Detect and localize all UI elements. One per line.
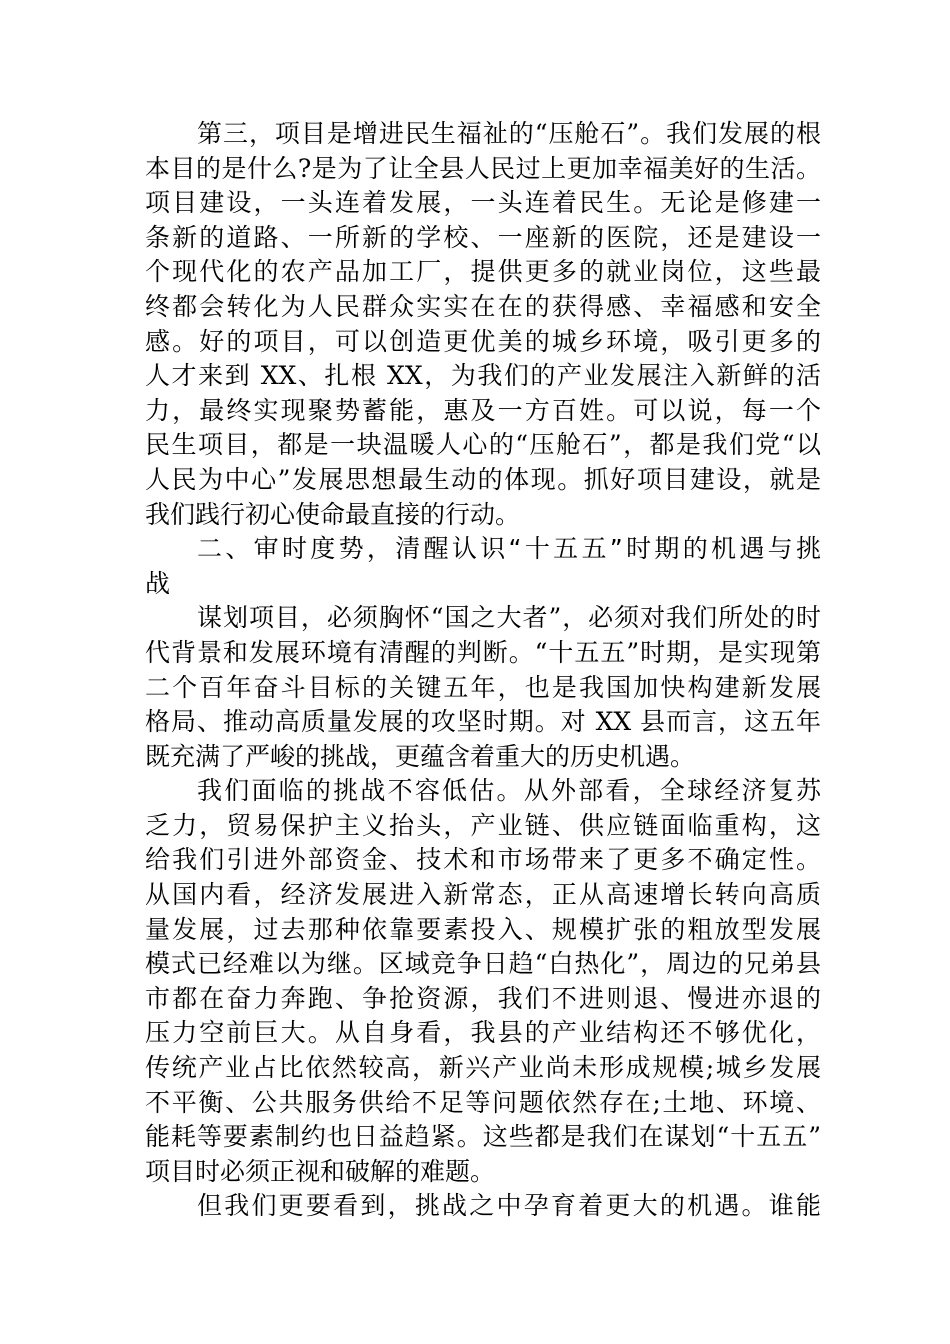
text-line: 个现代化的农产品加工厂，提供更多的就业岗位，这些最 [145, 257, 821, 287]
text-line: 力，最终实现聚势蓄能，惠及一方百姓。可以说，每一个 [145, 395, 821, 425]
document-page [145, 117, 821, 1224]
text-line: 传统产业占比依然较高，新兴产业尚未形成规模;城乡发展 [145, 1053, 821, 1083]
paragraph [145, 1189, 821, 1224]
text-line: 感。好的项目，可以创造更优美的城乡环境，吸引更多的 [145, 326, 821, 356]
text-line: 二个百年奋斗目标的关键五年，也是我国加快构建新发展 [145, 672, 821, 702]
text-line: 代背景和发展环境有清醒的判断。“十五五”时期，是实现第 [145, 637, 821, 667]
text-line: 但我们更要看到，挑战之中孕育着更大的机遇。谁能 [197, 1191, 821, 1221]
text-line: 第三，项目是增进民生福祉的“压舱石”。我们发展的根 [197, 119, 821, 148]
text-line: 项目建设，一头连着发展，一头连着民生。无论是修建一 [145, 188, 821, 218]
text-line: 人民为中心”发展思想最生动的体现。抓好项目建设，就是 [145, 464, 821, 494]
section-heading [145, 532, 821, 601]
text-line: 不平衡、公共服务供给不足等问题依然存在;土地、环境、 [145, 1087, 821, 1117]
text-line: 谋划项目，必须胸怀“国之大者”，必须对我们所处的时 [197, 603, 821, 633]
paragraph [145, 774, 821, 1189]
text-line: 量发展，过去那种依靠要素投入、规模扩张的粗放型发展 [145, 914, 821, 944]
text-line: 项目时必须正视和破解的难题。 [145, 1156, 496, 1186]
text-line: 条新的道路、一所新的学校、一座新的医院，还是建设一 [145, 222, 821, 252]
paragraph [145, 601, 821, 774]
text-line: 格局、推动高质量发展的攻坚时期。对 XX 县而言，这五年 [145, 707, 821, 737]
text-line: 本目的是什么?是为了让全县人民过上更加幸福美好的生活。 [145, 153, 821, 183]
text-line: 能耗等要素制约也日益趋紧。这些都是我们在谋划“十五五” [145, 1122, 821, 1152]
text-line: 乏力，贸易保护主义抬头，产业链、供应链面临重构，这 [145, 810, 821, 840]
text-line: 压力空前巨大。从自身看，我县的产业结构还不够优化， [145, 1018, 821, 1048]
text-line: 二、审时度势，清醒认识“十五五”时期的机遇与挑 [197, 534, 821, 564]
paragraph [145, 117, 821, 532]
text-line: 从国内看，经济发展进入新常态，正从高速增长转向高质 [145, 880, 821, 910]
text-line: 既充满了严峻的挑战，更蕴含着重大的历史机遇。 [145, 741, 696, 771]
text-line: 给我们引进外部资金、技术和市场带来了更多不确定性。 [145, 845, 821, 875]
text-line: 模式已经难以为继。区域竞争日趋“白热化”，周边的兄弟县 [145, 949, 821, 979]
text-line: 人才来到 XX、扎根 XX，为我们的产业发展注入新鲜的活 [145, 361, 821, 391]
text-line: 我们面临的挑战不容低估。从外部看，全球经济复苏 [197, 776, 821, 806]
text-line: 战 [145, 568, 171, 598]
text-line: 终都会转化为人民群众实实在在的获得感、幸福感和安全 [145, 291, 821, 321]
text-line: 民生项目，都是一块温暖人心的“压舱石”，都是我们党“以 [145, 430, 821, 460]
text-line: 市都在奋力奔跑、争抢资源，我们不进则退、慢进亦退的 [145, 983, 821, 1013]
text-line: 我们践行初心使命最直接的行动。 [145, 499, 521, 529]
